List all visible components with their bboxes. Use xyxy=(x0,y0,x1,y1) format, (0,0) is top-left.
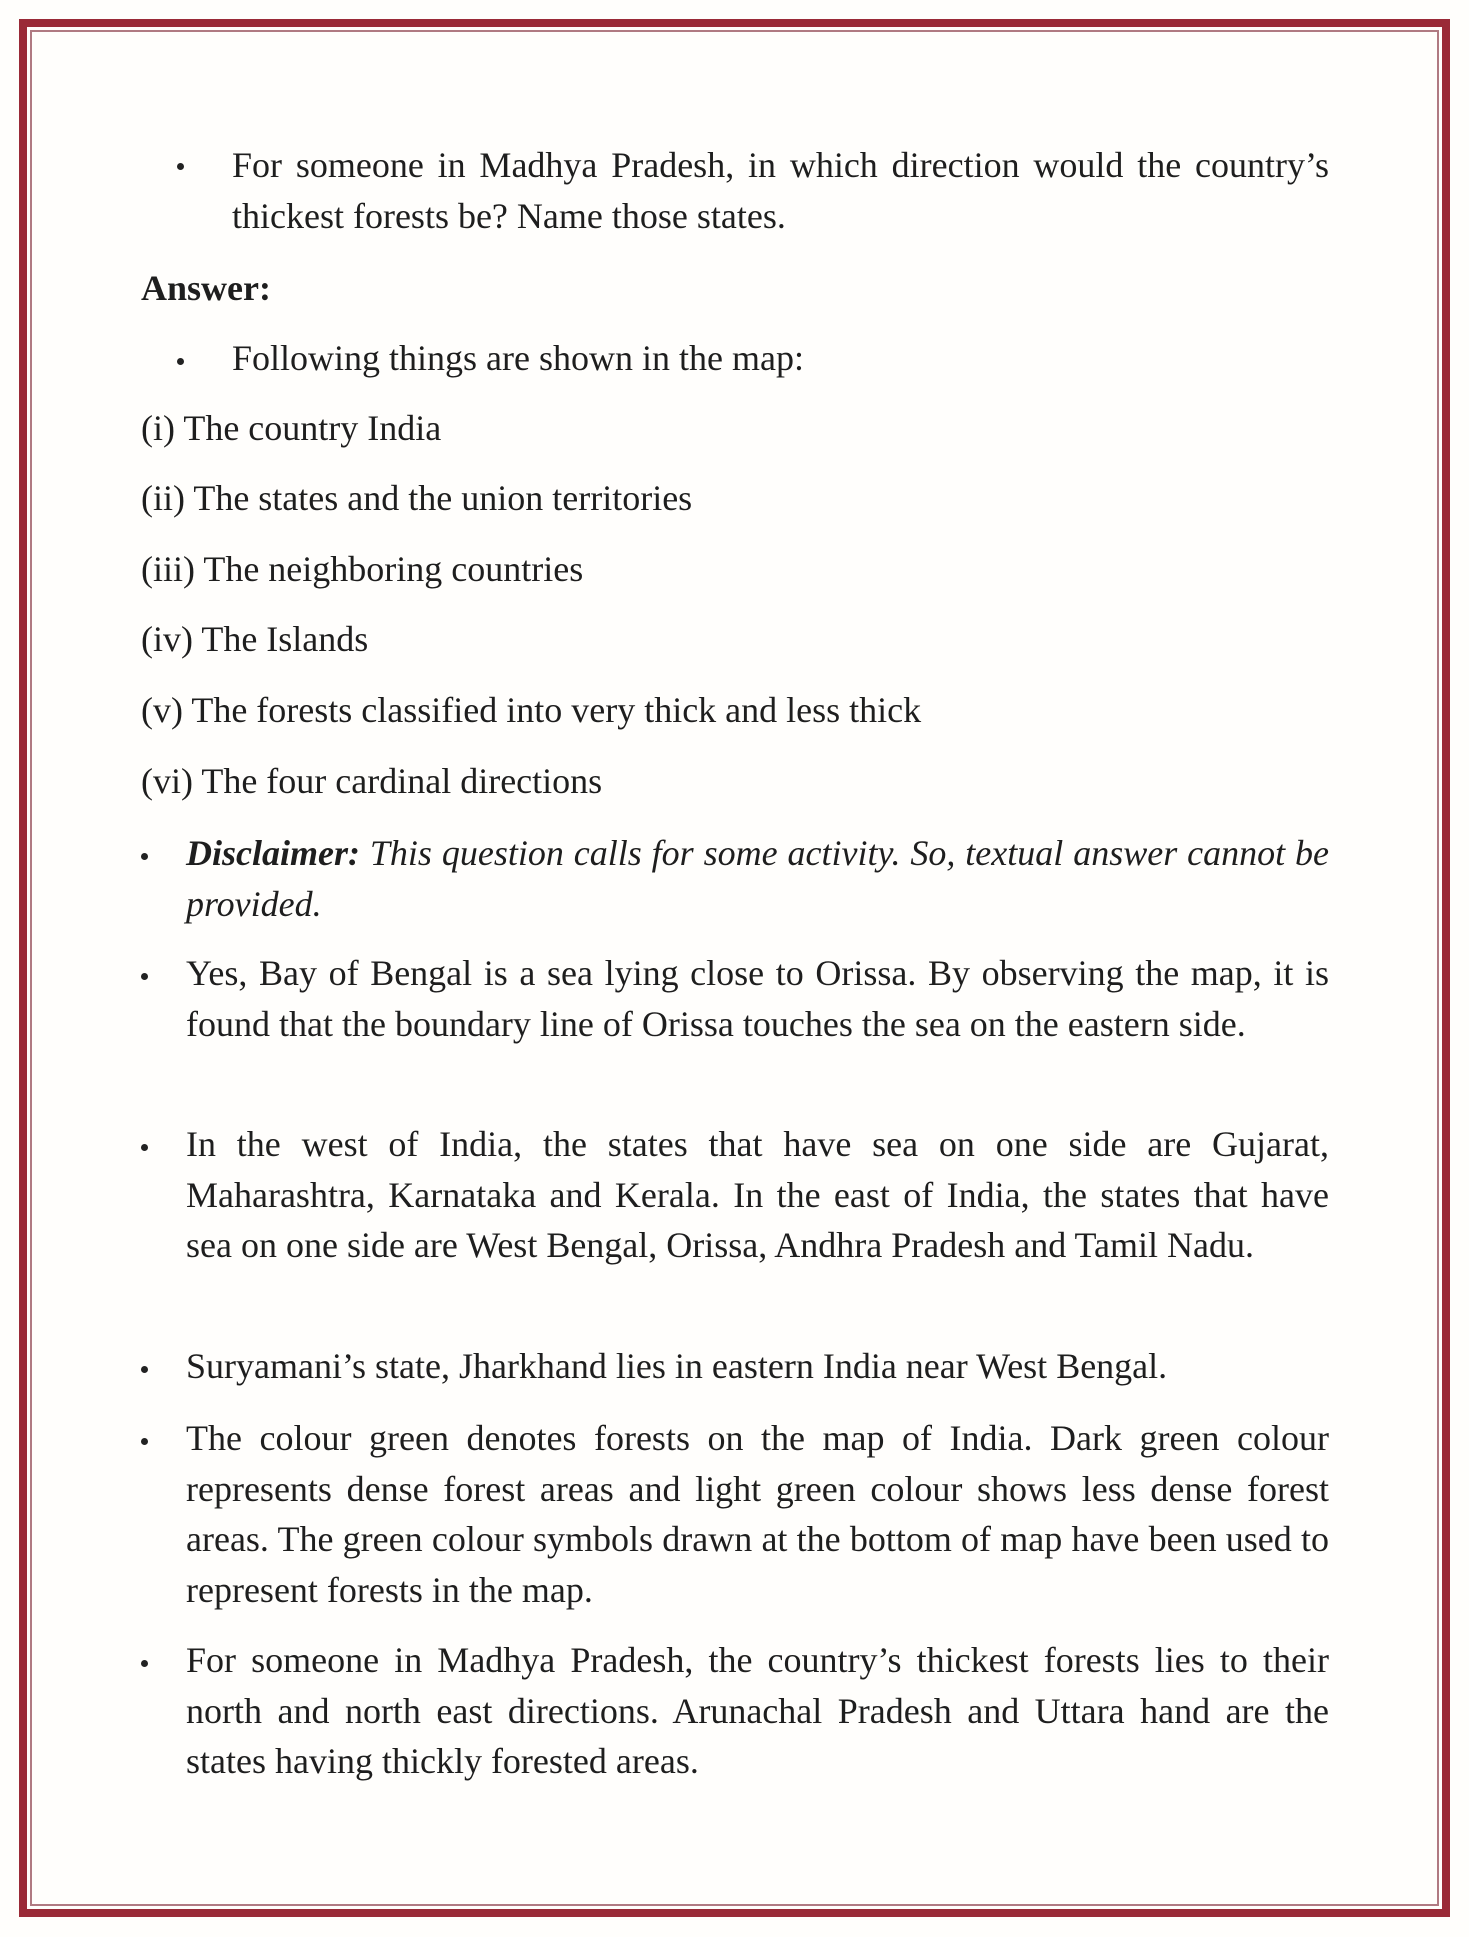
bullet-icon xyxy=(141,1144,148,1151)
disclaimer-label: Disclaimer: xyxy=(186,833,360,873)
disclaimer-paragraph xyxy=(186,828,1329,929)
map-item: (iii) The neighboring countries xyxy=(141,549,584,589)
answer-paragraph: In the west of India, the states that have sea on one side are Gujarat, Maharashtra, Karnataka and Kerala. In the east of India, the states that have sea on one side are West Bengal, Orissa, Andhra Pradesh and Tamil Nadu. xyxy=(186,1124,1329,1265)
answer-heading: Answer: xyxy=(141,268,271,308)
disclaimer-text: This question calls for some activity. So, textual answer cannot be provided. xyxy=(186,833,1329,924)
bullet-icon xyxy=(141,1660,148,1667)
map-item: (ii) The states and the union territories xyxy=(141,478,693,518)
bullet-icon xyxy=(177,358,184,365)
bullet-icon xyxy=(141,1438,148,1445)
map-item: (vi) The four cardinal directions xyxy=(141,761,603,801)
question-text: For someone in Madhya Pradesh, in which direction would the country’s thickest forests be? Name those states. xyxy=(232,145,1329,236)
answer-paragraph: Yes, Bay of Bengal is a sea lying close to Orissa. By observing the map, it is found that the boundary line of Orissa touches the sea on the eastern side. xyxy=(186,953,1329,1044)
bullet-icon xyxy=(177,163,184,170)
answer-paragraph: The colour green denotes forests on the map of India. Dark green colour represents dense forest areas and light green colour shows less dense forest areas. The green colour symbols drawn at the bottom of map have been used to represent forests in the map. xyxy=(186,1418,1329,1610)
bullet-icon xyxy=(141,853,148,860)
intro-bullet-text: Following things are shown in the map: xyxy=(232,338,804,378)
map-item: (v) The forests classified into very thick and less thick xyxy=(141,690,922,730)
map-item: (iv) The Islands xyxy=(141,619,369,659)
answer-paragraph: For someone in Madhya Pradesh, the country’s thickest forests lies to their north and north east directions. Arunachal Pradesh and Uttara hand are the states having thickly forested areas. xyxy=(186,1640,1329,1781)
bullet-icon xyxy=(141,1366,148,1373)
map-item: (i) The country India xyxy=(141,408,442,448)
answer-paragraph: Suryamani’s state, Jharkhand lies in eastern India near West Bengal. xyxy=(186,1346,1168,1386)
bullet-icon xyxy=(141,973,148,980)
